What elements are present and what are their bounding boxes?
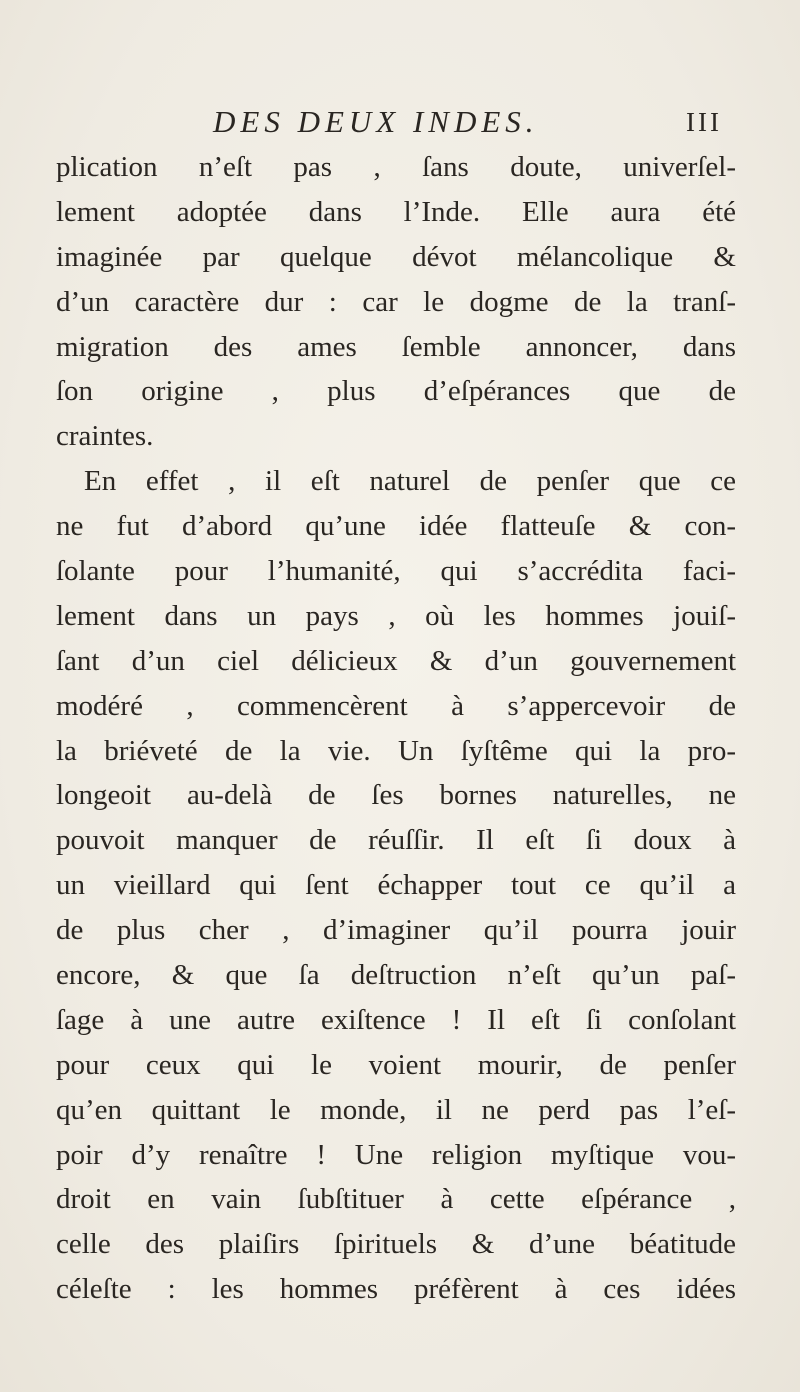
text-line: de plus cher , d’imaginer qu’il pourra jouir: [56, 914, 736, 947]
text-line: plication n’eſt pas , ſans doute, univerſel-: [56, 151, 736, 183]
text-line: droit en vain ſubſtituer à cette eſpérance ,: [56, 1183, 736, 1216]
text-line: longeoit au-delà de ſes bornes naturelles, ne: [56, 779, 736, 812]
body-text: [56, 145, 736, 1312]
text-line: pouvoit manquer de réuſſir. Il eſt ſi doux à: [56, 824, 736, 857]
text-line: lement dans un pays , où les hommes jouiſ-: [56, 599, 736, 632]
text-line: modéré , commencèrent à s’appercevoir de: [56, 689, 736, 722]
text-line: la briéveté de la vie. Un ſyſtême qui la pro-: [56, 734, 736, 767]
text-line: ſant d’un ciel délicieux & d’un gouvernement: [56, 644, 736, 677]
text-line: migration des ames ſemble annoncer, dans: [56, 330, 736, 363]
text-line: d’un caractère dur : car le dogme de la tranſ-: [56, 285, 736, 318]
text-line: ſolante pour l’humanité, qui s’accrédita faci-: [56, 555, 736, 588]
page-number: III: [686, 107, 722, 137]
text-line: lement adoptée dans l’Inde. Elle aura été: [56, 195, 736, 228]
running-title: DES DEUX INDES.: [213, 104, 539, 139]
text-line: ſage à une autre exiſtence ! Il eſt ſi conſolant: [56, 1003, 736, 1036]
text-line: poir d’y renaître ! Une religion myſtique vou-: [56, 1138, 736, 1171]
text-line: encore, & que ſa deſtruction n’eſt qu’un paſ-: [56, 959, 736, 992]
text-line: En effet , il eſt naturel de penſer que ce: [84, 465, 736, 498]
text-line: céleſte : les hommes préfèrent à ces idées: [56, 1273, 736, 1306]
text-line: ne fut d’abord qu’une idée flatteuſe & con-: [56, 510, 736, 543]
text-line: un vieillard qui ſent échapper tout ce qu’il a: [56, 869, 736, 902]
text-line: celle des plaiſirs ſpirituels & d’une béatitude: [56, 1228, 736, 1261]
text-line: craintes.: [56, 420, 154, 453]
text-line: qu’en quittant le monde, il ne perd pas l’eſ-: [56, 1093, 736, 1126]
text-line: pour ceux qui le voient mourir, de penſer: [56, 1048, 736, 1081]
text-line: imaginée par quelque dévot mélancolique &: [56, 240, 736, 273]
text-line: ſon origine , plus d’eſpérances que de: [56, 375, 736, 408]
running-head: [0, 100, 800, 144]
